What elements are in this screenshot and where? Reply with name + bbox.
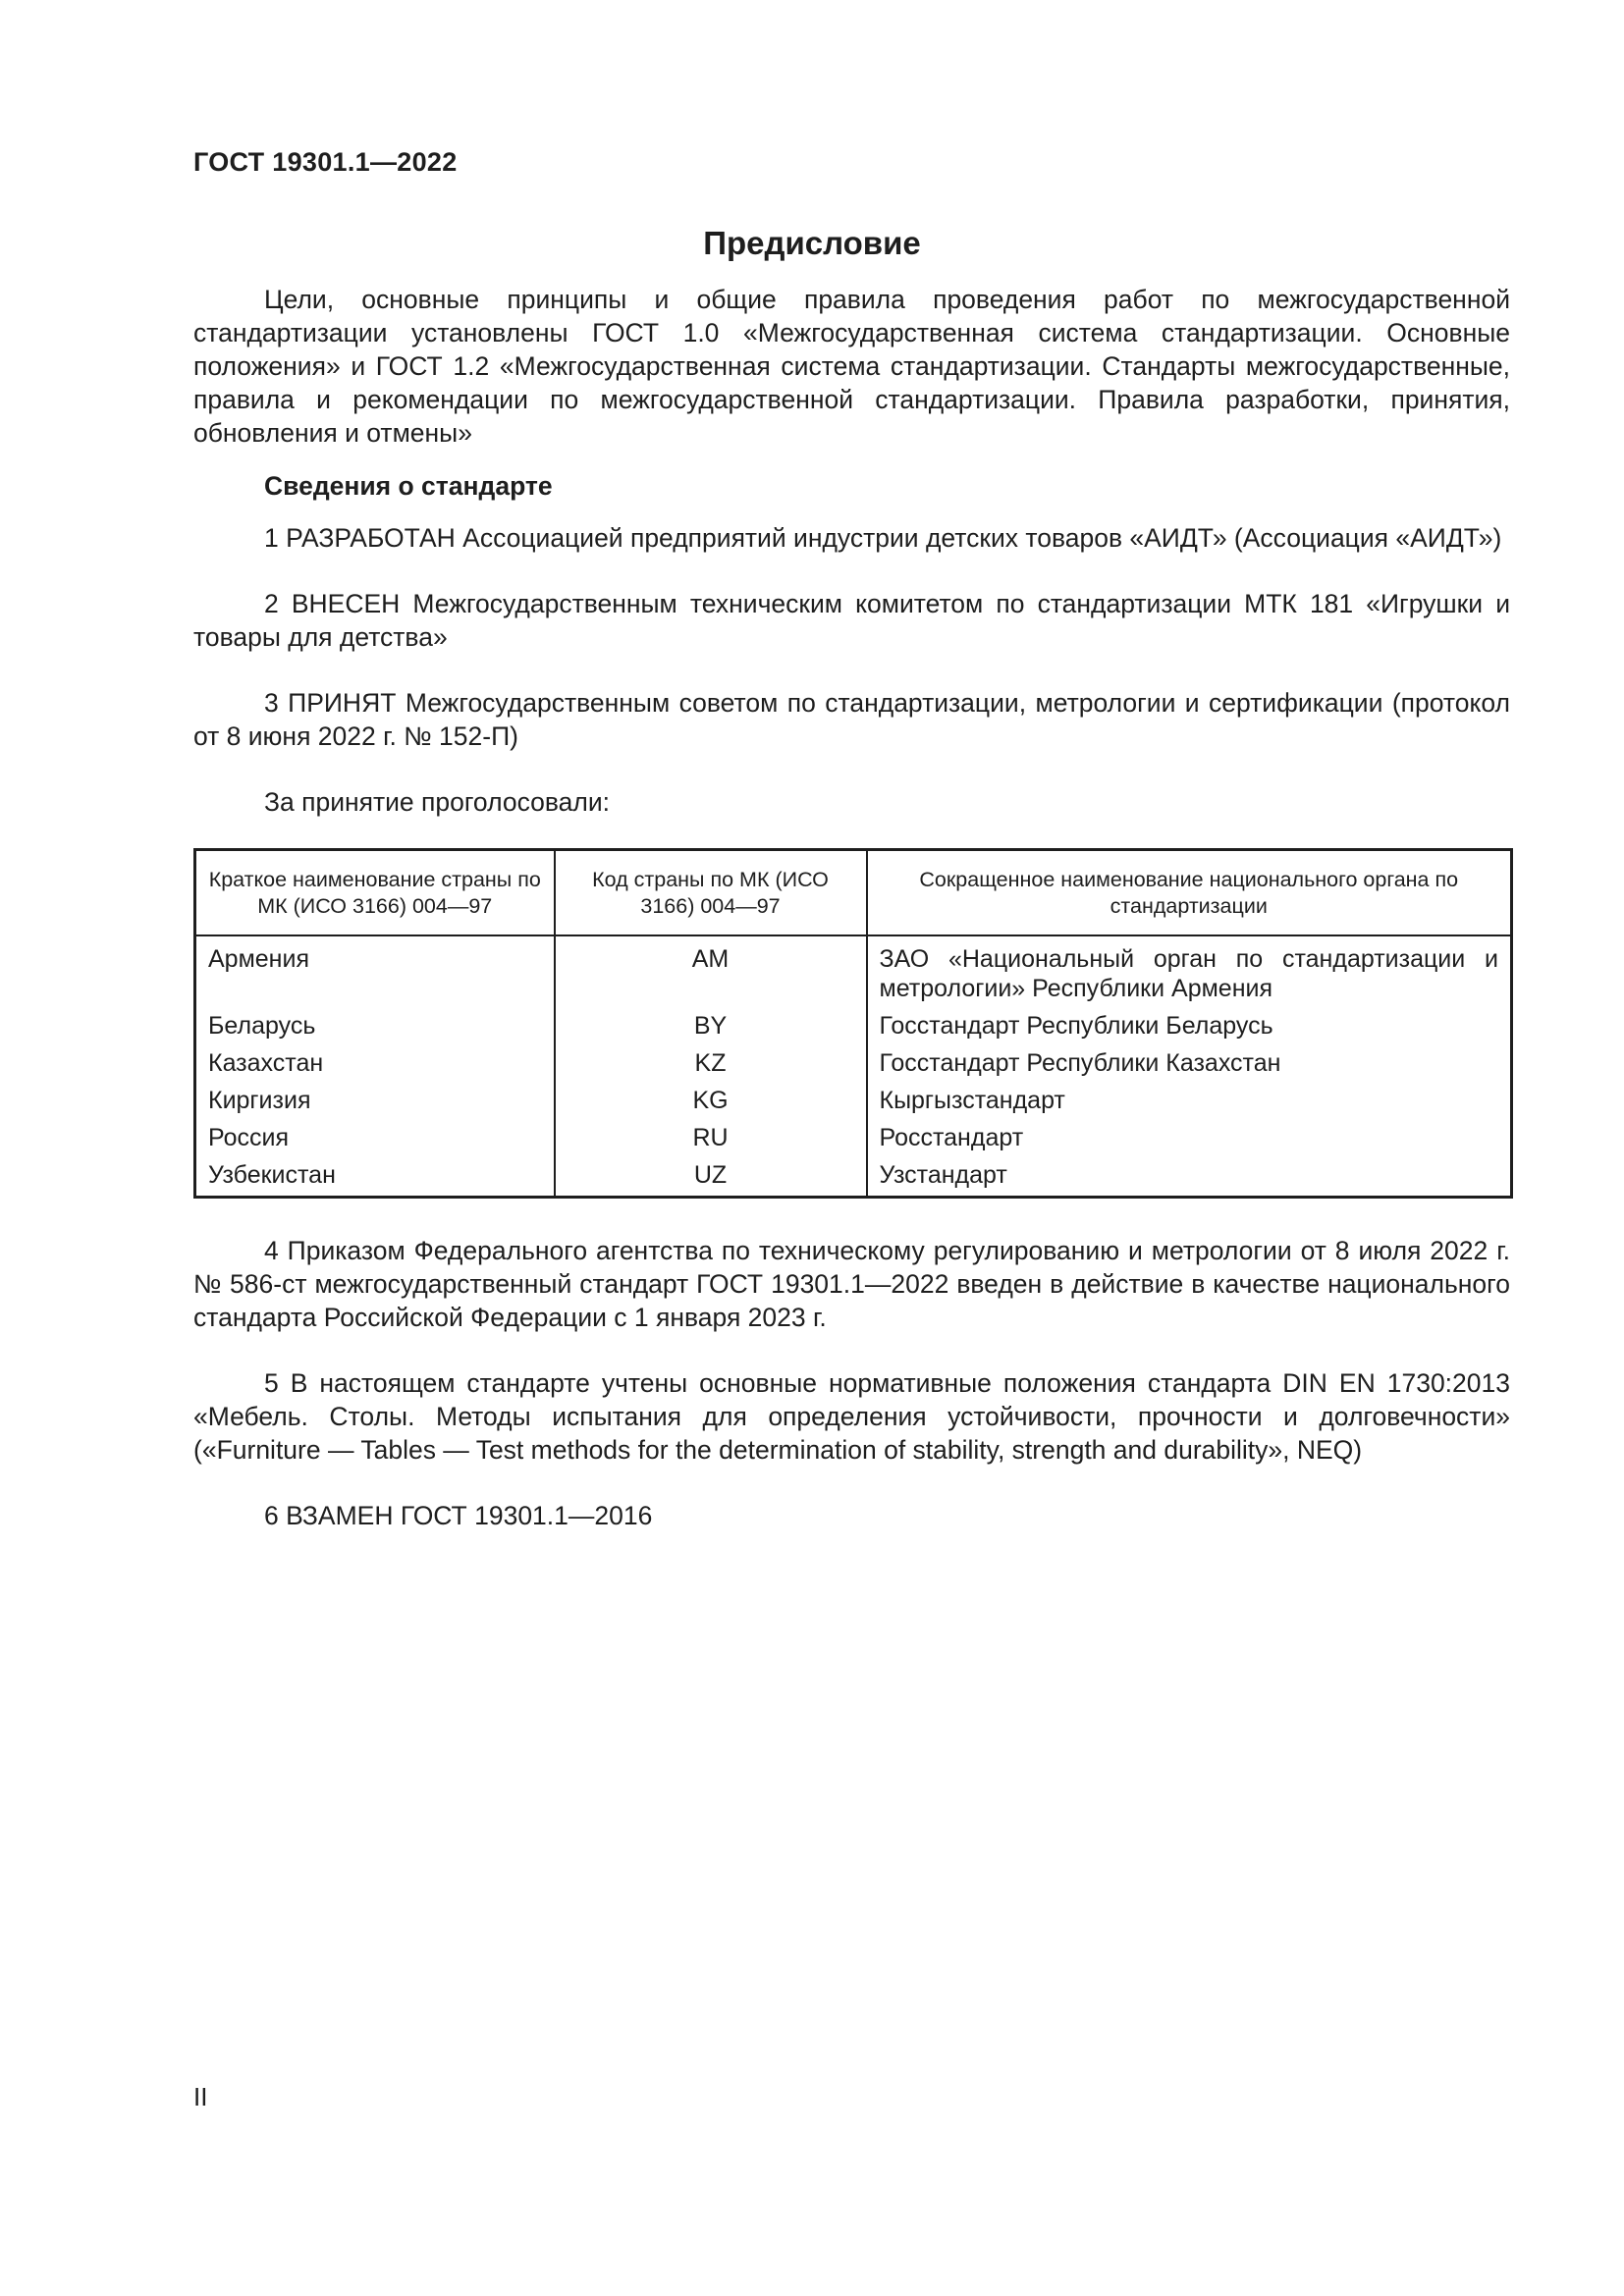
code-cell: AM [555,935,867,1003]
country-cell: Киргизия [195,1078,555,1115]
code-cell: BY [555,1003,867,1041]
item-considered: 5 В настоящем стандарте учтены основные нормативные положения стандарта DIN EN 1730:2013 «Мебель. Столы. Методы испытания для определения устойчивости, прочности и долговечности» («Furniture — Tables — Test methods for the determination of stability, strength and durability», NEQ) [193,1368,1510,1465]
table-header-row [195,850,1512,936]
header-country-name: Краткое наименование страны по МК (ИСО 3166) 004—97 [195,850,555,936]
foreword-content [193,283,1510,1532]
table-row [195,1078,1512,1115]
table-row [195,1003,1512,1041]
organ-cell: Узстандарт [879,1161,1007,1189]
table-row [195,1115,1512,1152]
country-cell: Узбекистан [195,1152,555,1198]
country-cell: Россия [195,1115,555,1152]
code-cell: RU [555,1115,867,1152]
code-cell: KZ [555,1041,867,1078]
organ-cell: ЗАО «Национальный орган по стандартизации и метрологии» Республики Армения [879,945,1498,1002]
organ-cell: Росстандарт [879,1124,1024,1151]
item-developed: 1 РАЗРАБОТАН Ассоциацией предприятий индустрии детских товаров «АИДТ» (Ассоциация «АИДТ») [264,523,1502,553]
organ-cell: Госстандарт Республики Казахстан [879,1049,1281,1077]
code-cell: KG [555,1078,867,1115]
country-cell: Армения [195,935,555,1003]
organ-cell: Кыргызстандарт [879,1087,1065,1114]
country-cell: Казахстан [195,1041,555,1078]
table-row [195,1152,1512,1198]
organ-cell: Госстандарт Республики Беларусь [879,1012,1273,1040]
header-country-code: Код страны по МК (ИСО 3166) 004—97 [555,850,867,936]
country-cell: Беларусь [195,1003,555,1041]
info-heading: Сведения о стандарте [264,471,553,501]
voted-label: За принятие проголосовали: [264,787,611,817]
code-cell: UZ [555,1152,867,1198]
page-title: Предисловие [703,225,921,261]
page-number: II [193,2082,208,2111]
table-row [195,1041,1512,1078]
item-submitted: 2 ВНЕСЕН Межгосударственным техническим комитетом по стандартизации МТК 181 «Игрушки и товары для детства» [193,589,1510,652]
table-row [195,935,1512,1003]
document-code: ГОСТ 19301.1—2022 [193,147,458,177]
item-adopted: 3 ПРИНЯТ Межгосударственным советом по стандартизации, метрологии и сертификации (протокол от 8 июня 2022 г. № 152-П) [193,688,1510,751]
intro-paragraph: Цели, основные принципы и общие правила проведения работ по межгосударственной стандартизации установлены ГОСТ 1.0 «Межгосударственная система стандартизации. Основные положения» и ГОСТ 1.2 «Межгосударственная система стандартизации. Стандарты межгосударственные, правила и рекомендации по межгосударственной стандартизации. Правила разработки, принятия, обновления и отмены» [193,285,1510,448]
header-national-body: Сокращенное наименование национального органа по стандартизации [867,850,1512,936]
item-replaces: 6 ВЗАМЕН ГОСТ 19301.1—2016 [264,1501,653,1530]
member-states-table [193,848,1513,1199]
item-enacted: 4 Приказом Федерального агентства по техническому регулированию и метрологии от 8 июля 2022 г. № 586-ст межгосударственный стандарт ГОСТ 19301.1—2022 введен в действие в качестве национального стандарта Российской Федерации с 1 января 2023 г. [193,1236,1510,1332]
